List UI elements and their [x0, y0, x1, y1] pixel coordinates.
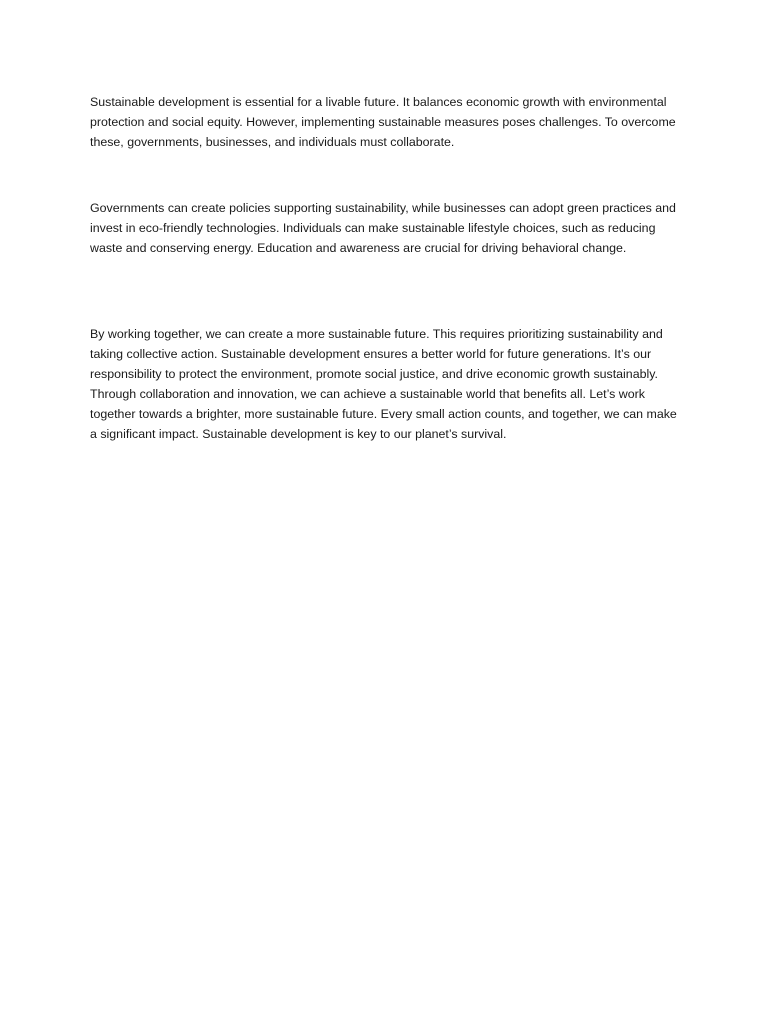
paragraph-conclusion: By working together, we can create a more sustainable future. This requires prioritizing sustainability and taking collective action. Sustainable development ensures a better world for future generations. It’s our responsibility to protect the environment, promote social justice, and drive economic growth sustainably. Through collaboration and innovation, we can achieve a sustainable world that benefits all. Let’s work together towards a brighter, more sustainable future. Every small action counts, and together, we can make a significant impact. Sustainable development is key to our planet’s survival. [90, 327, 677, 441]
paragraph-roles: Governments can create policies supporting sustainability, while businesses can adopt green practices and invest in eco-friendly technologies. Individuals can make sustainable lifestyle choices, such as reducing waste and conserving energy. Education and awareness are crucial for driving behavioral change. [90, 201, 676, 255]
paragraph-intro: Sustainable development is essential for a livable future. It balances economic growth with environmental protection and social equity. However, implementing sustainable measures poses challenges. To overcome these, governments, businesses, and individuals must collaborate. [90, 95, 676, 149]
